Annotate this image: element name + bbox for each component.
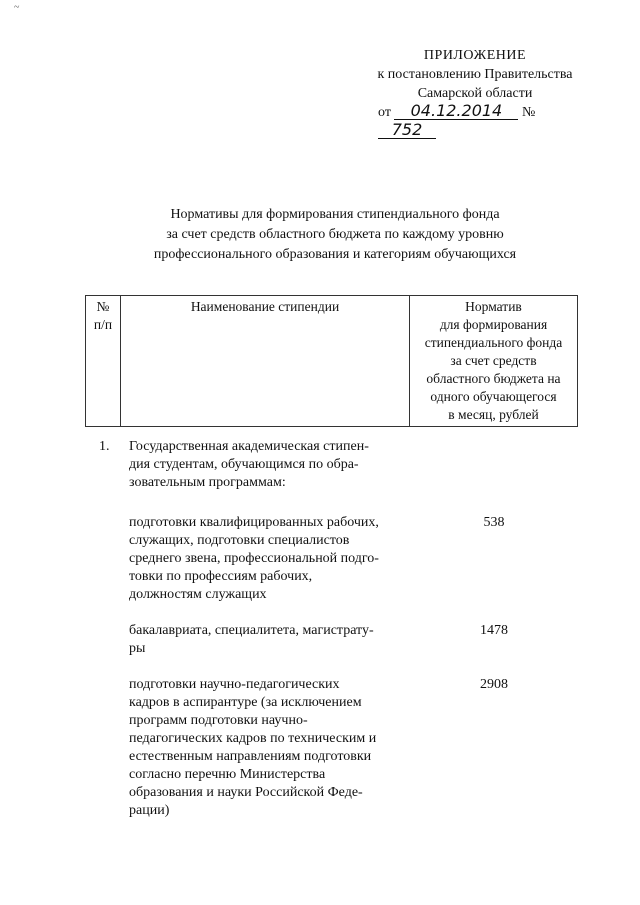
row-value: 1478 xyxy=(480,623,508,638)
appendix-line-1: к постановлению Правительства xyxy=(377,67,573,82)
row-text-line: служащих, подготовки специалистов xyxy=(129,533,350,548)
row-text-line: программ подготовки научно- xyxy=(129,713,308,728)
row-text-line: образования и науки Российской Феде- xyxy=(129,785,363,800)
row-text-line: подготовки научно-педагогических xyxy=(129,677,340,692)
header-norm-line-1: Норматив xyxy=(465,299,522,314)
table-header xyxy=(85,295,578,427)
header-cell-name xyxy=(121,296,410,427)
header-norm-line-6: одного обучающегося xyxy=(430,389,557,404)
row-text-line: бакалавриата, специалитета, магистрату- xyxy=(129,623,374,638)
handwritten-number: 752 xyxy=(378,122,436,139)
appendix-line-2: Самарской области xyxy=(417,86,533,101)
row-text xyxy=(129,438,405,492)
row-text xyxy=(129,622,405,658)
from-label: от xyxy=(378,105,391,120)
appendix-header xyxy=(360,46,590,141)
row-text-line: рации) xyxy=(129,803,170,818)
title-line-3: профессионального образования и категориям обучающихся xyxy=(153,247,517,262)
header-norm-line-3: стипендиального фонда xyxy=(424,335,563,350)
row-text-line: должностям служащих xyxy=(129,587,267,602)
row-value: 538 xyxy=(483,515,505,530)
title-line-1: Нормативы для формирования стипендиального фонда xyxy=(170,207,500,222)
row-text-line: среднего звена, профессиональной подго- xyxy=(129,551,379,566)
row-text-line: дия студентам, обучающимся по обра- xyxy=(129,457,359,472)
row-text xyxy=(129,514,405,604)
header-number-line-1: № xyxy=(96,299,110,314)
handwritten-date: 04.12.2014 xyxy=(394,103,518,120)
row-text xyxy=(129,676,405,820)
header-norm-line-2: для формирования xyxy=(439,317,548,332)
header-number-line-2: п/п xyxy=(93,317,113,332)
row-text-line: Государственная академическая стипен- xyxy=(129,439,369,454)
row-text-line: зовательным программам: xyxy=(129,475,286,490)
header-cell-number xyxy=(86,296,121,427)
row-text-line: ры xyxy=(129,641,146,656)
row-text-line: согласно перечню Министерства xyxy=(129,767,326,782)
row-text-line: естественным направлениям подготовки xyxy=(129,749,372,764)
document-title xyxy=(100,205,570,265)
row-text-line: педагогических кадров по техническим и xyxy=(129,731,377,746)
row-text-line: подготовки квалифицированных рабочих, xyxy=(129,515,379,530)
row-value: 2908 xyxy=(480,677,508,692)
row-text-line: кадров в аспирантуре (за исключением xyxy=(129,695,362,710)
title-line-2: за счет средств областного бюджета по каждому уровню xyxy=(166,227,504,242)
header-cell-norm xyxy=(410,296,578,427)
row-number: 1. xyxy=(99,439,110,454)
row-text-line: товки по профессиям рабочих, xyxy=(129,569,313,584)
number-label: № xyxy=(521,105,536,120)
header-norm-line-5: областного бюджета на xyxy=(426,371,561,386)
header-name-label: Наименование стипендии xyxy=(190,299,340,314)
header-norm-line-7: в месяц, рублей xyxy=(448,407,539,422)
appendix-title: ПРИЛОЖЕНИЕ xyxy=(423,48,527,63)
corner-mark: ~ xyxy=(14,2,20,13)
header-norm-line-4: за счет средств xyxy=(450,353,537,368)
appendix-date-row xyxy=(360,103,590,141)
table-header-row xyxy=(86,296,578,427)
